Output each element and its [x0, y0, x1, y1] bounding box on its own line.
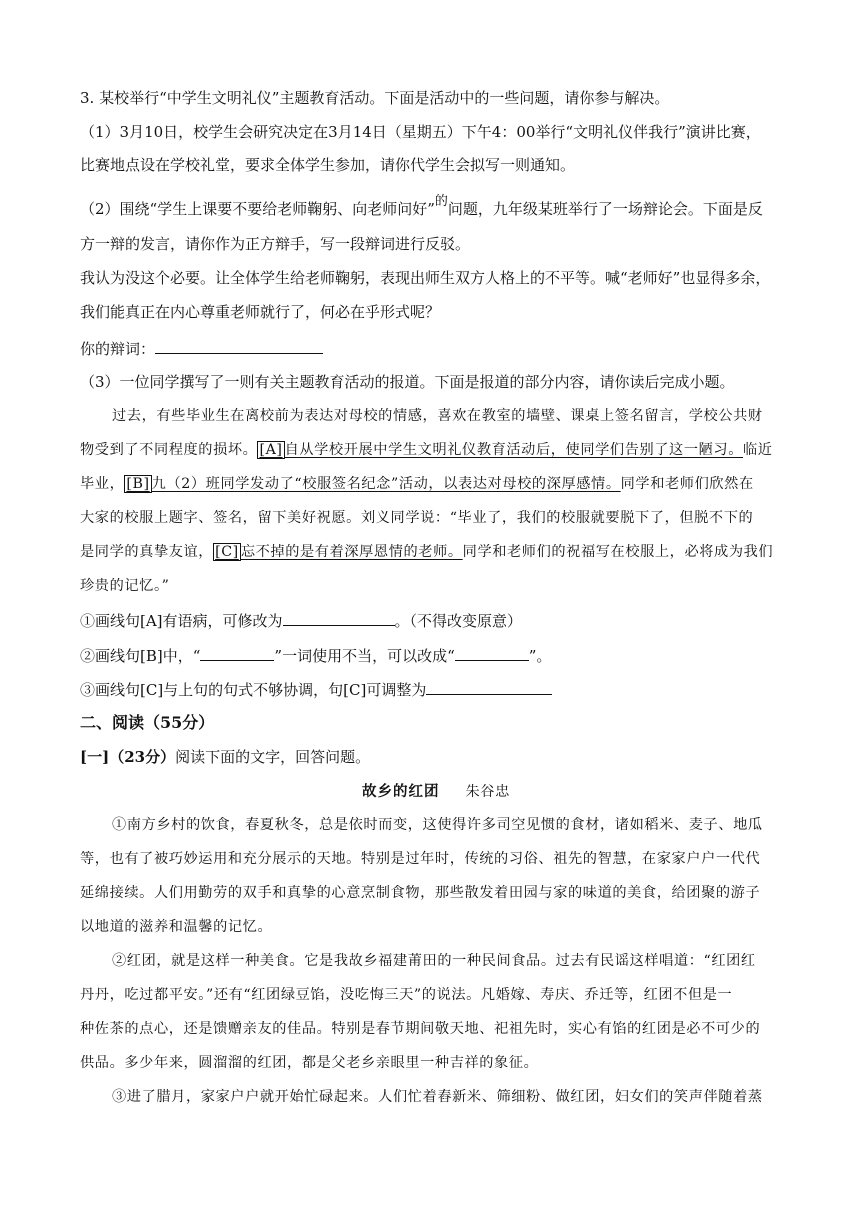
report-text: 毕业，	[80, 476, 125, 492]
sub2-text: ②画线句[B]中，“	[80, 647, 201, 665]
reading-part-1-label: [一]（23分）	[80, 748, 176, 766]
article-author: 朱谷忠	[465, 784, 510, 800]
sentence-b	[124, 475, 620, 493]
article-p1-line3: 延绵接续。人们用勤劳的双手和真挚的心意烹制食物，那些散发着田园与家的味道的美食，给团聚的游子	[80, 885, 761, 901]
report-text: 同学和老师们欣然在	[620, 476, 754, 492]
sub1-text: ①画线句[A]有语病，可修改为	[80, 612, 283, 630]
q3-part2-text-a: （2）围绕“学生上课要不要给老师鞠躬、向老师问好”	[80, 200, 435, 218]
q3-part2-quote1: 我认为没这个必要。让全体学生给老师鞠躬，表现出师生双方人格上的不平等。喊“老师好”也显得多余，	[80, 269, 771, 287]
q3-part2-line2: 方一辩的发言，请你作为正方辩手，写一段辩词进行反驳。	[80, 235, 471, 253]
q3-part2-sup: 的	[434, 194, 448, 209]
report-line-5	[80, 542, 773, 562]
sub3-text: ③画线句[C]与上句的句式不够协调，句[C]可调整为	[80, 681, 427, 699]
sentence-a-text: 自从学校开展中学生文明礼仪教育活动后，使同学们告别了这一陋习。	[284, 442, 743, 458]
sub-question-3	[80, 679, 552, 700]
article-header	[362, 781, 510, 802]
reading-part-1-line	[80, 747, 370, 767]
article-p2-line1: ②红团，就是这样一种美食。它是我故乡福建莆田的一种民间食品。过去有民谣这样唱道：“红团红	[112, 953, 756, 969]
marker-a: [A]	[259, 442, 283, 458]
report-text: 临近	[743, 442, 773, 458]
report-line-4: 大家的校服上题字、签名，留下美好祝愿。刘义同学说：“毕业了，我们的校服就要脱下了，但脱不下的	[80, 510, 754, 526]
q3-part1-line1: （1）3月10日，校学生会研究决定在3月14日（星期五）下午4：00举行“文明礼仪伴我行”演讲比赛，	[80, 123, 761, 141]
sub2-blank-2[interactable]	[455, 645, 529, 661]
question-3-intro: 3. 某校举行“中学生文明礼仪”主题教育活动。下面是活动中的一些问题，请你参与解决。	[80, 89, 670, 107]
report-text: 是同学的真挚友谊，	[80, 544, 214, 560]
marker-c: [C]	[215, 544, 239, 560]
answer-blank[interactable]	[155, 338, 323, 354]
article-p2-line2: 丹丹，吃过都平安。”还有“红团绿豆馅，没吃悔三天”的说法。凡婚嫁、寿庆、乔迁等，红团不但是一	[80, 987, 733, 1003]
article-p1-line4: 以地道的滋养和温馨的记忆。	[80, 919, 273, 935]
sub2-blank-1[interactable]	[200, 645, 274, 661]
sub1-note: 。（不得改变原意）	[394, 612, 523, 630]
q3-part2-text-b: 问题，九年级某班举行了一场辩论会。下面是反	[447, 200, 763, 218]
sentence-c	[213, 543, 463, 561]
sentence-a	[257, 441, 743, 459]
q3-part2-answer-line	[80, 338, 323, 359]
q3-part2-line1	[80, 194, 763, 221]
q3-part2-quote2: 我们能真正在内心尊重老师就行了，何必在乎形式呢？	[80, 303, 441, 321]
report-line-1: 过去，有些毕业生在离校前为表达对母校的情感，喜欢在教室的墙壁、课桌上签名留言，学校公共财	[112, 408, 763, 424]
report-line-6: 珍贵的记忆。”	[80, 578, 170, 594]
reading-part-1-instruction: 阅读下面的文字，回答问题。	[175, 748, 371, 766]
report-text: 同学和老师们的祝福写在校服上，必将成为我们	[462, 544, 774, 560]
section-2-heading: 二、阅读（55分）	[80, 713, 215, 732]
report-line-2	[80, 440, 773, 460]
article-p1-line1: ①南方乡村的饮食，春夏秋冬，总是依时而变，这使得许多司空见惯的食材，诸如稻米、麦子、地瓜	[112, 817, 763, 833]
sub2-text: ”一词使用不当，可以改成“	[274, 647, 455, 665]
q3-part1-line2: 比赛地点设在学校礼堂，要求全体学生参加，请你代学生会拟写一则通知。	[80, 156, 576, 174]
report-line-3	[80, 474, 754, 494]
answer-label: 你的辩词：	[80, 340, 156, 358]
sub1-blank[interactable]	[283, 610, 395, 626]
sentence-c-text: 忘不掉的是有着深厚恩情的老师。	[240, 544, 463, 560]
article-p1-line2: 等，也有了被巧妙运用和充分展示的天地。特别是过年时，传统的习俗、祖先的智慧，在家家户户一代代	[80, 851, 761, 867]
article-p2-line4: 供品。多少年来，圆溜溜的红团，都是父老乡亲眼里一种吉祥的象征。	[80, 1055, 539, 1071]
sub-question-2	[80, 645, 551, 666]
report-text: 物受到了不同程度的损坏。	[80, 442, 258, 458]
article-p2-line3: 种佐茶的点心，还是馈赠亲友的佳品。特别是春节期间敬天地、祀祖先时，实心有馅的红团是必不可少的	[80, 1021, 761, 1037]
marker-b: [B]	[126, 476, 150, 492]
sub-question-1	[80, 610, 522, 631]
sentence-b-text: 九（2）班同学发动了“校服签名纪念”活动，以表达对母校的深厚感情。	[151, 476, 621, 492]
article-title: 故乡的红团	[362, 783, 440, 800]
article-p3-line1: ③进了腊月，家家户户就开始忙碌起来。人们忙着舂新米、筛细粉、做红团，妇女们的笑声伴随着蒸	[112, 1089, 763, 1105]
sub2-text: ”。	[528, 647, 552, 665]
q3-part3-intro: （3）一位同学撰写了一则有关主题教育活动的报道。下面是报道的部分内容，请你读后完成小题。	[80, 373, 735, 391]
sub3-blank[interactable]	[426, 679, 552, 695]
